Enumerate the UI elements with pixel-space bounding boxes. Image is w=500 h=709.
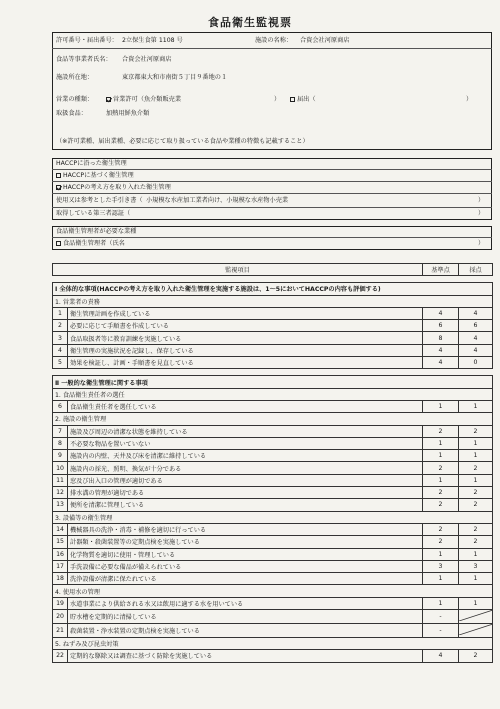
manager-close: ）	[478, 240, 485, 247]
row-item: 便所を清潔に管理している	[68, 499, 423, 511]
haccp-opt1-checkbox[interactable]	[56, 173, 61, 178]
row-base: 1	[423, 450, 459, 462]
col-score-header: 採点	[459, 264, 493, 276]
row-item: 計器類・殺菌装置等の定期点検を実施している	[68, 536, 423, 548]
row-number: 16	[53, 548, 68, 560]
table-row	[53, 597, 493, 609]
row-base: 4	[423, 357, 459, 369]
type-opt2-label: 届出（	[297, 96, 316, 103]
row-base: 1	[423, 548, 459, 560]
row-item: 食品衛生責任者を選任している	[68, 400, 423, 412]
table-row	[53, 624, 493, 638]
row-score[interactable]: 2	[459, 523, 493, 535]
row-base: 1	[423, 573, 459, 585]
facility-label: 施設の名称：	[255, 37, 293, 44]
facility-value: 合資会社河原商店	[300, 37, 350, 44]
type-option-permit[interactable]	[106, 97, 181, 103]
table-row	[53, 499, 493, 511]
col-base-header: 基準点	[423, 264, 459, 276]
section-row	[53, 511, 493, 523]
row-item: 化学物質を適切に使用・管理している	[68, 548, 423, 560]
row-number: 3	[53, 332, 68, 344]
table-row	[53, 357, 493, 369]
row-base: 2	[423, 425, 459, 437]
subsection-title: 1. 食品衛生責任者の選任	[53, 388, 493, 400]
haccp-heading: HACCPに沿った衛生管理	[56, 160, 127, 167]
haccp-opt2-label: HACCPの考え方を取り入れた衛生管理	[63, 184, 171, 191]
table-row	[53, 560, 493, 572]
row-score[interactable]	[459, 624, 493, 638]
section-row	[53, 376, 493, 388]
row-item: 施設及び周辺の清潔な状態を維持している	[68, 425, 423, 437]
slash-mark	[459, 610, 493, 621]
row-number: 20	[53, 610, 68, 624]
row-item: 殺菌装置・浄水装置の定期点検を実施している	[68, 624, 423, 638]
food-value: 加熱用鮮魚介類	[106, 110, 150, 117]
section-row	[53, 413, 493, 425]
table-row	[53, 474, 493, 486]
row-number: 2	[53, 320, 68, 332]
header-divider	[52, 48, 492, 49]
row-number: 17	[53, 560, 68, 572]
type-opt1-value: 魚介類販売業	[143, 96, 182, 103]
row-number: 12	[53, 487, 68, 499]
row-score[interactable]: 1	[459, 573, 493, 585]
table-row	[53, 610, 493, 624]
notice-checkbox[interactable]	[290, 97, 295, 102]
row-base: 1	[423, 597, 459, 609]
section-row	[53, 283, 493, 295]
cert-label: 取得している第三者認証（	[56, 210, 131, 217]
row-number: 11	[53, 474, 68, 486]
subsection-title: 3. 設備等の衛生管理	[53, 511, 493, 523]
type-label: 営業の種類：	[56, 96, 94, 103]
slash-mark	[459, 624, 493, 635]
cert-close: ）	[478, 210, 485, 217]
row-score[interactable]: 2	[459, 487, 493, 499]
subsection-title: 5. ねずみ及び昆虫対策	[53, 638, 493, 650]
row-number: 5	[53, 357, 68, 369]
section-2-title: Ⅱ 一般的な衛生管理に関する事項	[53, 376, 493, 388]
table-row	[53, 332, 493, 344]
guide-value: 小規模な水産加工業者向け、小規模な水産物小売業	[146, 197, 289, 204]
operator-label: 食品等事業者氏名：	[56, 56, 112, 63]
row-number: 4	[53, 344, 68, 356]
table-row	[53, 548, 493, 560]
row-base: 4	[423, 307, 459, 319]
row-number: 22	[53, 650, 68, 662]
row-base: 4	[423, 344, 459, 356]
type-opt1-label: 営業許可（	[113, 96, 144, 103]
row-item: 衛生管理の実施状況を記録し、保存している	[68, 344, 423, 356]
table-row	[53, 650, 493, 662]
header-note: （※許可業種、届出業種、必要に応じて取り扱っている食品や業種の特徴も記載すること）	[56, 138, 309, 145]
inspection-table	[52, 263, 493, 663]
row-item: 貯水槽を定期的に清掃している	[68, 610, 423, 624]
page-title: 食品衛生監視票	[208, 16, 292, 29]
header-box	[52, 32, 492, 150]
haccp-option-1[interactable]	[56, 173, 134, 179]
row-base: 2	[423, 523, 459, 535]
permit-value: 2立保生食第 1108 号	[122, 37, 183, 44]
type-opt1-close: ）	[274, 96, 281, 103]
row-score[interactable]: 2	[459, 536, 493, 548]
row-item: 水道事業により供給される水又は飲用に適する水を用いている	[68, 597, 423, 609]
row-number: 13	[53, 499, 68, 511]
row-item: 必要に応じて手順書を作成している	[68, 320, 423, 332]
manager-line	[52, 237, 492, 238]
row-base: 1	[423, 400, 459, 412]
type-opt2-close: ）	[466, 96, 473, 103]
row-number: 9	[53, 450, 68, 462]
row-item: 施設内の採光、照明、換気が十分である	[68, 462, 423, 474]
manager-checkbox[interactable]	[56, 241, 61, 246]
row-item: 手洗設備に必要な備品が備えられている	[68, 560, 423, 572]
row-base: 2	[423, 499, 459, 511]
row-base: 2	[423, 462, 459, 474]
row-score[interactable]: 1	[459, 450, 493, 462]
table-row	[53, 573, 493, 585]
table-row	[53, 425, 493, 437]
row-number: 8	[53, 437, 68, 449]
subsection-title: 4. 使用水の管理	[53, 585, 493, 597]
row-score[interactable]: 2	[459, 650, 493, 662]
row-score[interactable]: 6	[459, 320, 493, 332]
section-row	[53, 638, 493, 650]
row-base: 1	[423, 474, 459, 486]
section-row	[53, 295, 493, 307]
spacer-row	[53, 276, 493, 283]
table-row	[53, 462, 493, 474]
row-base: -	[423, 624, 459, 638]
spacer-cell	[53, 276, 493, 283]
row-number: 1	[53, 307, 68, 319]
address-value: 東京都東大和市南街５丁目９番地の１	[122, 74, 228, 81]
spacer-row	[53, 369, 493, 376]
row-score[interactable]: 4	[459, 307, 493, 319]
row-item: 定期的な駆除又は調査に基づく防除を実施している	[68, 650, 423, 662]
row-item: 洗浄設備が清潔に保たれている	[68, 573, 423, 585]
haccp-line-1	[52, 169, 492, 170]
haccp-line-2	[52, 181, 492, 182]
section-row	[53, 388, 493, 400]
row-number: 19	[53, 597, 68, 609]
section-row	[53, 585, 493, 597]
haccp-opt1-label: HACCPに基づく衛生管理	[63, 172, 134, 179]
row-score[interactable]: 0	[459, 357, 493, 369]
table-row	[53, 437, 493, 449]
subsection-title: 1. 営業者の責務	[53, 295, 493, 307]
permit-checkbox[interactable]	[106, 97, 111, 102]
row-base: 1	[423, 437, 459, 449]
haccp-line-3	[52, 193, 492, 194]
row-score[interactable]: 1	[459, 474, 493, 486]
operator-value: 合資会社河原商店	[122, 56, 172, 63]
row-item: 不必要な物品を置いていない	[68, 437, 423, 449]
row-number: 21	[53, 624, 68, 638]
row-score[interactable]: 2	[459, 425, 493, 437]
row-base: 2	[423, 536, 459, 548]
row-base: 6	[423, 320, 459, 332]
haccp-opt2-checkbox[interactable]	[56, 185, 61, 190]
row-base: 2	[423, 487, 459, 499]
row-score[interactable]	[459, 610, 493, 624]
row-item: 機械器具の洗浄・消毒・補修を適切に行っている	[68, 523, 423, 535]
food-label: 取扱食品：	[56, 110, 87, 117]
table-header-row	[53, 264, 493, 276]
table-row	[53, 344, 493, 356]
row-base: 3	[423, 560, 459, 572]
row-score[interactable]: 4	[459, 332, 493, 344]
manager-heading: 食品衛生管理者が必要な業種	[56, 228, 137, 235]
row-score[interactable]: 1	[459, 400, 493, 412]
guide-label: 使用又は参考とした手引き書（	[56, 197, 143, 204]
row-score[interactable]: 4	[459, 344, 493, 356]
row-number: 15	[53, 536, 68, 548]
haccp-line-4	[52, 207, 492, 208]
spacer-cell	[53, 369, 493, 376]
row-item: 衛生管理計画を作成している	[68, 307, 423, 319]
row-number: 7	[53, 425, 68, 437]
row-score[interactable]: 2	[459, 499, 493, 511]
manager-opt-label: 食品衛生管理者（氏名	[63, 240, 125, 247]
row-score[interactable]: 2	[459, 462, 493, 474]
table-row	[53, 320, 493, 332]
row-number: 6	[53, 400, 68, 412]
table-row	[53, 487, 493, 499]
row-score[interactable]: 1	[459, 437, 493, 449]
table-row	[53, 307, 493, 319]
row-base: 8	[423, 332, 459, 344]
guide-close: ）	[478, 197, 485, 204]
permit-label: 許可番号・届出番号：	[56, 37, 118, 44]
row-number: 18	[53, 573, 68, 585]
row-item: 効果を検証し、計画・手順書を見直している	[68, 357, 423, 369]
row-score[interactable]: 1	[459, 548, 493, 560]
manager-option[interactable]	[56, 241, 125, 247]
row-base: -	[423, 610, 459, 624]
haccp-option-2[interactable]	[56, 185, 171, 191]
row-base: 4	[423, 650, 459, 662]
row-number: 14	[53, 523, 68, 535]
table-row	[53, 536, 493, 548]
row-item: 施設内の内壁、天井及び床を清潔に維持している	[68, 450, 423, 462]
type-option-notice[interactable]	[290, 97, 316, 103]
subsection-title: 2. 施設の衛生管理	[53, 413, 493, 425]
table-row	[53, 400, 493, 412]
section-1-title: Ⅰ 全体的な事項(HACCPの考え方を取り入れた衛生管理を実施する施設は、1～5においてHACCPの内容も評価する)	[53, 283, 493, 295]
table-row	[53, 450, 493, 462]
row-item: 窓及び出入口の管理が適切である	[68, 474, 423, 486]
row-score[interactable]: 1	[459, 597, 493, 609]
table-row	[53, 523, 493, 535]
address-label: 施設所在地：	[56, 74, 94, 81]
row-number: 10	[53, 462, 68, 474]
row-item: 排水溝の管理が適切である	[68, 487, 423, 499]
row-score[interactable]: 3	[459, 560, 493, 572]
col-item-header: 監視項目	[53, 264, 423, 276]
row-item: 食品取扱者等に教育訓練を実施している	[68, 332, 423, 344]
